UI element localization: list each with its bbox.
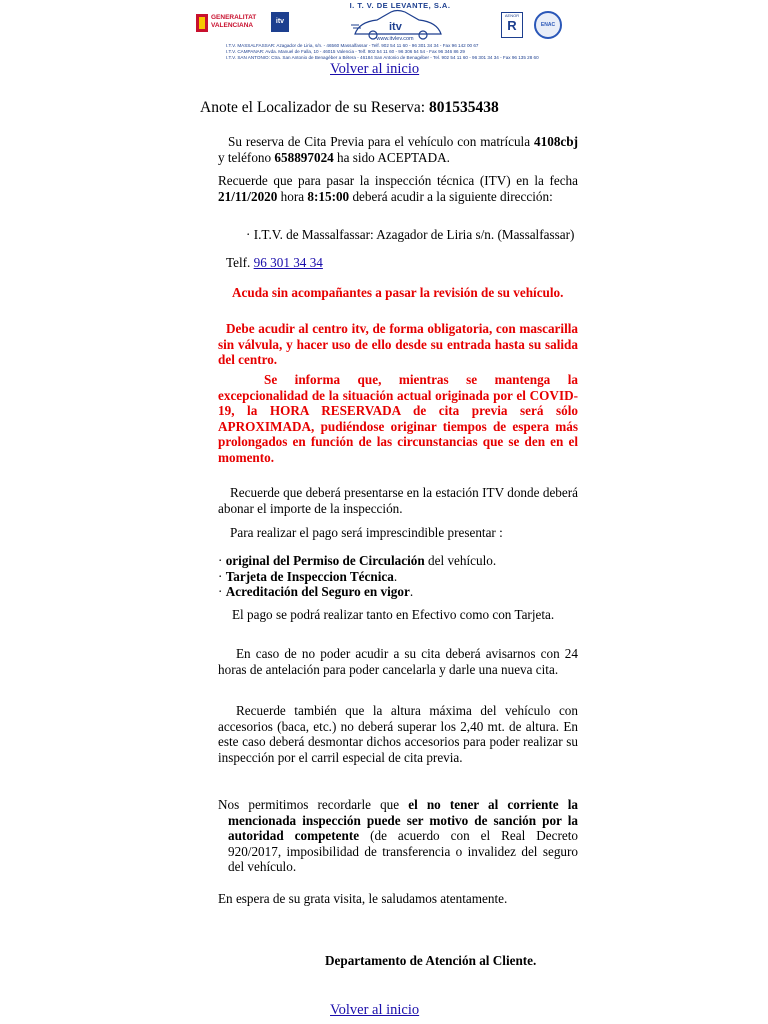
locator-label: Anote el Localizador de su Reserva:	[200, 99, 426, 116]
gva-logo-text: GENERALITAT VALENCIANA	[211, 14, 257, 29]
warning-mask: Debe acudir al centro itv, de forma obligatoria, con mascarilla sin válvula, y hacer uso de ello desde su entrada hasta su salida del centro.	[218, 321, 578, 367]
payment-requirements-intro: Para realizar el pago será imprescindible presentar :	[230, 525, 503, 540]
itv-small-logo: itv	[271, 12, 289, 32]
warning-covid: Se informa que, mientras se mantenga la excepcionalidad de la situación actual originada por el COVID-19, la HORA RESERVADA de cita previa será sólo APROXIMADA, pudiéndose originar tiempos de espera más prolongados en función de las circunstancias que se den en el momento.	[218, 372, 578, 465]
locator-code: 801535438	[428, 99, 499, 116]
legal-bold: el no tener al corriente la mencionada inspección puede ser motivo de sanción por la autoridad competente	[228, 797, 578, 843]
reservation-intro: Su reserva de Cita Previa para el vehículo con matrícula	[228, 134, 531, 149]
phone-number: 658897024	[274, 149, 334, 165]
cancellation-notice: En caso de no poder acudir a su cita deberá avisarnos con 24 horas de antelación para poder cancelarla y darle una nueva cita.	[218, 646, 578, 677]
requirement-3-bold: Acreditación del Seguro en vigor	[225, 584, 410, 599]
closing-line: En espera de su grata visita, le saludamos atentamente.	[218, 891, 508, 906]
address-line-2: I.T.V. CAMPANAR: Avda. Manuel de Falla, 10 - 46015 Valencia - Telf. 902 54 11 60 - 96 306 54 54 - Fax 96 346 86 29	[226, 49, 465, 54]
legal-notice	[218, 797, 578, 875]
requirement-item: · original del Permiso de Circulación del vehículo.	[218, 553, 497, 568]
requirement-item: · Acreditación del Seguro en vigor.	[218, 584, 414, 599]
signature: Departamento de Atención al Cliente.	[325, 953, 537, 968]
reservation-status: ha sido ACEPTADA.	[337, 149, 450, 165]
website-text: www.itvlev.com	[376, 36, 414, 42]
station-address: · I.T.V. de Massalfassar: Azagador de Liria s/n. (Massalfassar)	[246, 227, 575, 242]
generalitat-logo	[196, 14, 258, 34]
quality-badge-top: AENOR	[504, 13, 520, 18]
legal-text-a: Nos permitimos recordarle que	[218, 797, 400, 812]
payment-note: Recuerde que deberá presentarse en la estación ITV donde deberá abonar el importe de la inspección.	[218, 485, 578, 516]
station-tel-label: Telf.	[226, 255, 251, 270]
address-line-3: I.T.V. SAN ANTONIO: Ctra. San Antonio de Benagéber a Bétera - 46184 San Antonio de Benagéber - Tel. 902 54 11 60 - 96 301 34 34 - Fax 96 135 28 60	[226, 55, 539, 60]
payment-methods: El pago se podrá realizar tanto en Efectivo como con Tarjeta.	[232, 607, 555, 622]
requirements-list	[218, 553, 578, 600]
requirement-1-bold: original del Permiso de Circulación	[225, 553, 425, 568]
warning-no-companions: Acuda sin acompañantes a pasar la revisión de su vehículo.	[232, 285, 564, 300]
vehicle-plate: 4108cbj	[534, 134, 578, 149]
back-to-home-link-top[interactable]: Volver al inicio	[330, 61, 420, 77]
appointment-time: 8:15:00	[307, 188, 350, 204]
reservation-confirmation	[218, 134, 578, 165]
appointment-details	[218, 173, 578, 204]
station-phone	[218, 255, 586, 271]
requirement-3-rest: .	[409, 584, 414, 599]
requirement-item: · Tarjeta de Inspeccion Técnica.	[218, 568, 398, 584]
company-name: I. T. V. DE LEVANTE, S.A.	[349, 1, 451, 10]
appointment-text-b: hora	[280, 188, 305, 204]
requirement-2-bold: Tarjeta de Inspeccion Técnica	[225, 568, 394, 584]
center-logo-text: itv	[389, 21, 402, 33]
appointment-text-a: Recuerde que para pasar la inspección técnica (ITV) en la fecha	[218, 173, 578, 188]
appointment-text-c: deberá acudir a la siguiente dirección:	[352, 188, 553, 204]
letterhead	[0, 0, 768, 64]
appointment-date: 21/11/2020	[218, 188, 278, 204]
height-notice: Recuerde también que la altura máxima del vehículo con accesorios (baca, etc.) no deberá superar los 2,40 mt. de altura. En este caso deberá desmontar dichos accesorios para poder realizar su inspección por el carril especial de cita previa.	[218, 703, 578, 765]
gva-shield-icon	[196, 14, 208, 32]
address-line-1: I.T.V. MASSALFASSAR: Azagador de Liria, s/n. - 46560 Massalfassar - Telf. 902 54 11 60 - 96 301 34 34 - Fax 96 142 00 67	[226, 43, 479, 48]
phone-text: y teléfono	[218, 149, 272, 165]
requirement-2-rest: .	[393, 568, 398, 584]
back-to-home-link-bottom[interactable]: Volver al inicio	[330, 1002, 420, 1018]
quality-badge-letter: R	[507, 18, 517, 33]
reservation-locator	[200, 99, 499, 117]
legal-text-b: (de acuerdo con el Real Decreto 920/2017, imposibilidad de transferencia o invalidez del seguro del vehículo.	[228, 828, 579, 874]
requirement-1-rest: del vehículo.	[428, 553, 497, 568]
quality-badge	[501, 12, 523, 38]
certification-seal: ENAC	[534, 11, 562, 39]
station-tel-link[interactable]: 96 301 34 34	[253, 255, 323, 270]
